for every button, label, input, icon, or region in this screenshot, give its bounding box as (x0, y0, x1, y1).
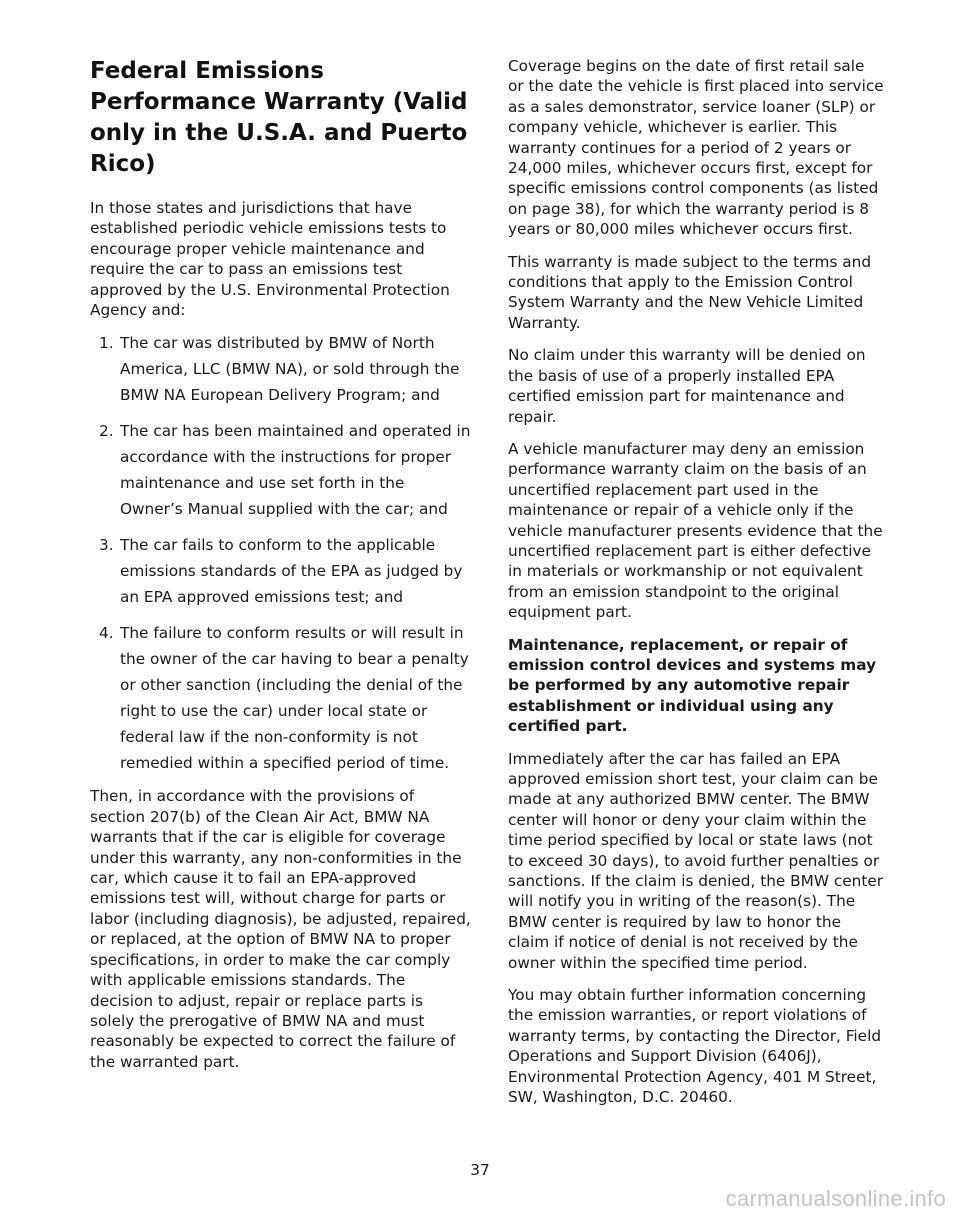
list-item-text: The car was distributed by BMW of North America, LLC (BMW NA), or sold through the BMW NA European Delivery Program; and (120, 334, 460, 405)
certified-part-paragraph: No claim under this warranty will be denied on the basis of use of a properly installed EPA certified emission part for maintenance and repair. (508, 346, 866, 426)
list-item (90, 620, 472, 776)
list-number: 2. (99, 422, 114, 441)
coverage-paragraph: Coverage begins on the date of first retail sale or the date the vehicle is first placed into service as a sales demonstrator, service loaner (SLP) or company vehicle, whichever is earlier. This warranty continues for a period of 2 years or 24,000 miles, whichever occurs first, except for specific emissions control components (as listed on page 38), for which the warranty period is 8 years or 80,000 miles whichever occurs first. (508, 57, 884, 239)
list-item-text: The car has been maintained and operated in accordance with the instructions for proper maintenance and use set forth in the Owner’s Manual supplied with the car; and (120, 422, 471, 519)
list-item-text: The car fails to conform to the applicable emissions standards of the EPA as judged by an EPA approved emissions test; and (120, 536, 463, 607)
watermark: carmanualsonline.info (725, 1186, 946, 1211)
section-heading: Federal Emissions Performance Warranty (Valid only in the U.S.A. and Puerto Rico) (90, 58, 468, 177)
list-number: 3. (99, 536, 114, 555)
list-item (90, 330, 472, 408)
intro-paragraph: In those states and jurisdictions that have established periodic vehicle emissions tests to encourage proper vehicle maintenance and require the car to pass an emissions test approved by the U.S. Environmental Protection Agency and: (90, 199, 450, 320)
page-number: 37 (470, 1161, 490, 1179)
uncertified-part-paragraph: A vehicle manufacturer may deny an emission performance warranty claim on the basis of an uncertified replacement part used in the maintenance or repair of a vehicle only if the vehicle manufacturer presents evidence that the uncertified replacement part is either defective in materials or workmanship or not equivalent from an emission standpoint to the original equipment part. (508, 439, 883, 622)
maintenance-notice: Maintenance, replacement, or repair of emission control devices and systems may be performed by any automotive repair establishment or individual using any certified part. (508, 635, 877, 736)
list-number: 1. (99, 334, 114, 353)
conclusion-paragraph: Then, in accordance with the provisions of section 207(b) of the Clean Air Act, BMW NA warrants that if the car is eligible for coverage under this warranty, any non-conformities in the car, which cause it to fail an EPA-approved emissions test will, without charge for parts or labor (including diagnosis), be adjusted, repaired, or replaced, at the option of BMW NA to proper specifications, in order to make the car comply with applicable emissions standards. The decision to adjust, repair or replace parts is solely the prerogative of BMW NA and must reasonably be expected to correct the failure of the warranted part. (90, 787, 471, 1071)
contact-paragraph: You may obtain further information concerning the emission warranties, or report violations of warranty terms, by contacting the Director, Field Operations and Support Division (6406J), Environmental Protection Agency, 401 M Street, SW, Washington, D.C. 20460. (508, 986, 882, 1107)
left-column (90, 56, 472, 1084)
claim-paragraph: Immediately after the car has failed an EPA approved emission short test, your claim can be made at any authorized BMW center. The BMW center will honor or deny your claim within the time period specified by local or state laws (not to exceed 30 days), to avoid further penalties or sanctions. If the claim is denied, the BMW center will notify you in writing of the reason(s). The BMW center is required by law to honor the claim if notice of denial is not received by the owner within the specified time period. (508, 749, 884, 972)
right-column (508, 56, 884, 1120)
list-number: 4. (99, 624, 114, 643)
terms-paragraph: This warranty is made subject to the terms and conditions that apply to the Emission Control System Warranty and the New Vehicle Limited Warranty. (508, 252, 872, 332)
list-item (90, 418, 472, 522)
list-item-text: The failure to conform results or will result in the owner of the car having to bear a penalty or other sanction (including the denial of the right to use the car) under local state or federal law if the non-conformity is not remedied within a specified period of time. (120, 624, 469, 773)
list-item (90, 532, 472, 610)
conditions-list (90, 330, 472, 776)
